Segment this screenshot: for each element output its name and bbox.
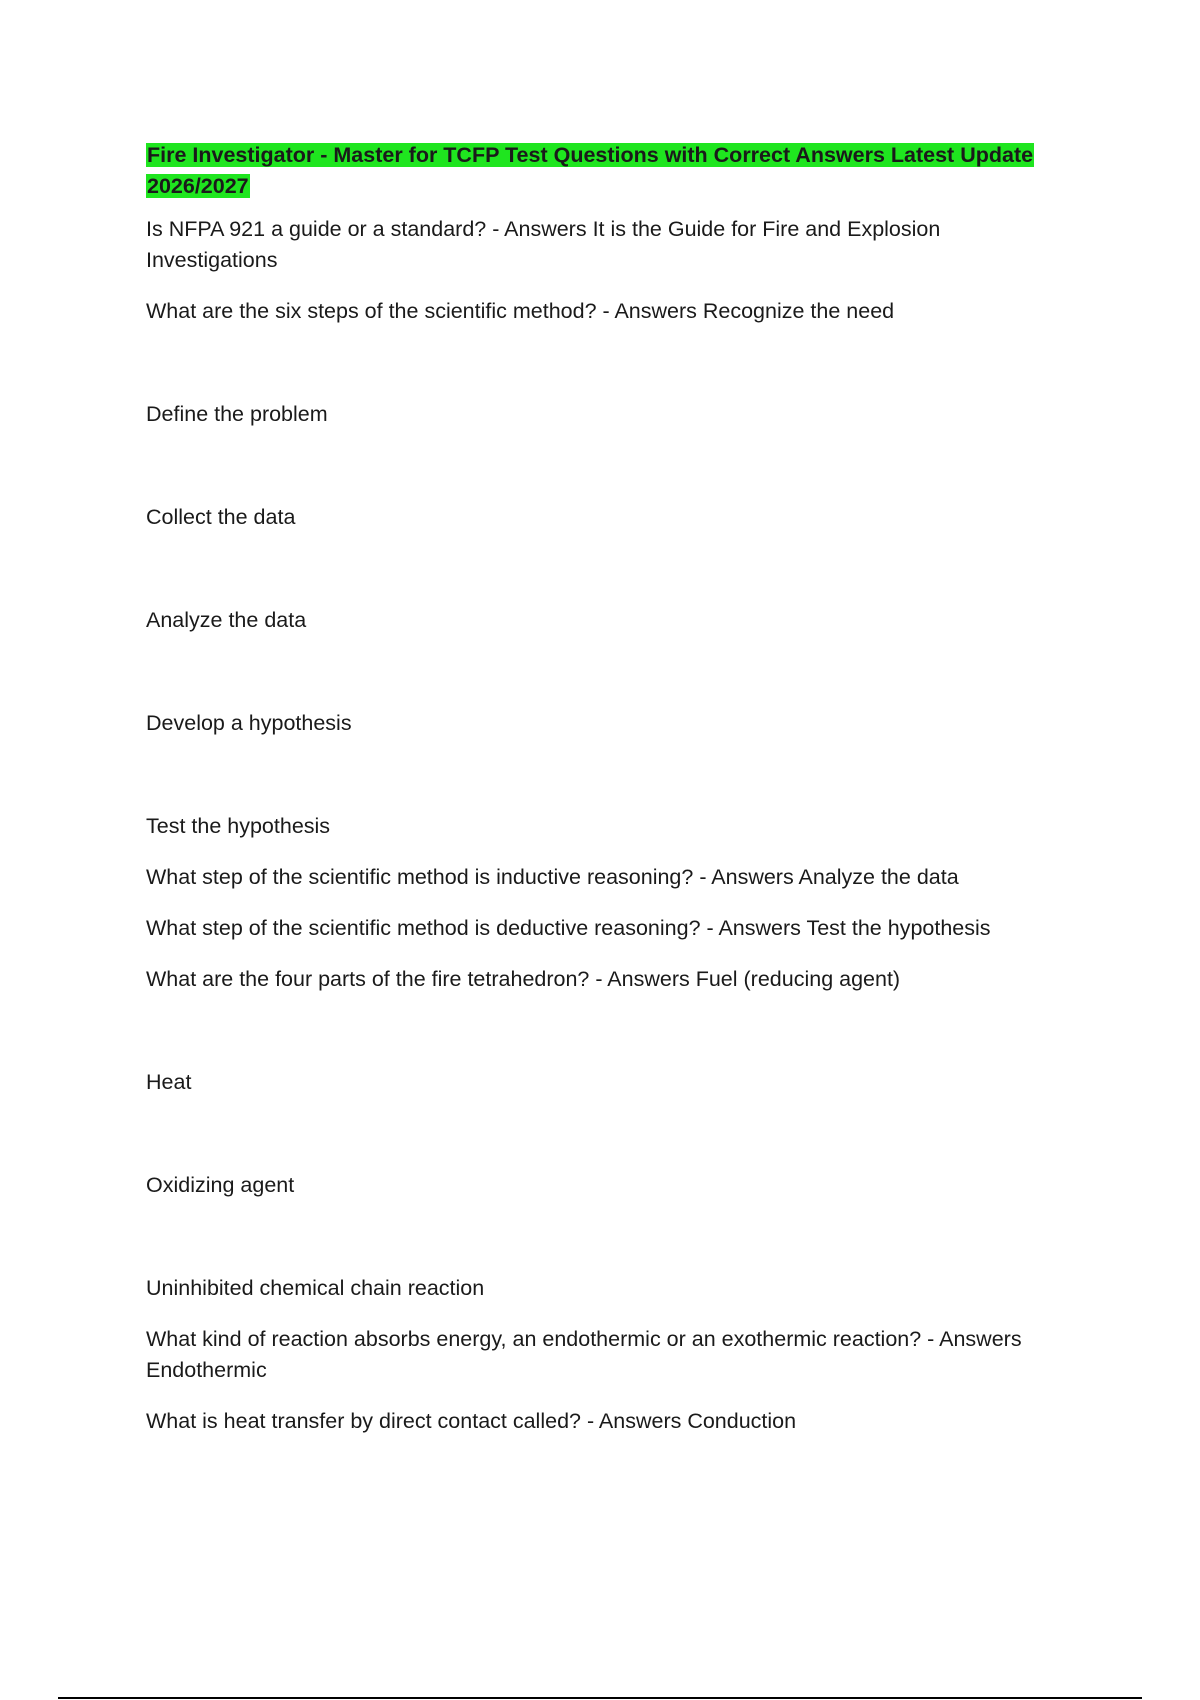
tetrahedron-heat: Heat [146, 1070, 192, 1094]
tetrahedron-oxidizing-agent: Oxidizing agent [146, 1173, 295, 1197]
spacer [146, 1221, 1066, 1273]
spacer [146, 450, 1066, 502]
document-body [146, 140, 1066, 1457]
qa-nfpa-921: Is NFPA 921 a guide or a standard? - Answers It is the Guide for Fire and Explosion Investigations [146, 217, 941, 272]
spacer [146, 347, 1066, 399]
step-analyze-data: Analyze the data [146, 608, 307, 632]
qa-inductive-reasoning: What step of the scientific method is inductive reasoning? - Answers Analyze the data [146, 865, 959, 889]
step-collect-data: Collect the data [146, 505, 296, 529]
step-develop-hypothesis: Develop a hypothesis [146, 711, 352, 735]
spacer [146, 1118, 1066, 1170]
tetrahedron-chain-reaction: Uninhibited chemical chain reaction [146, 1276, 485, 1300]
step-define-problem: Define the problem [146, 402, 328, 426]
spacer [146, 1015, 1066, 1067]
qa-deductive-reasoning: What step of the scientific method is deductive reasoning? - Answers Test the hypothesis [146, 916, 991, 940]
step-test-hypothesis: Test the hypothesis [146, 814, 331, 838]
spacer [146, 656, 1066, 708]
qa-six-steps: What are the six steps of the scientific method? - Answers Recognize the need [146, 299, 895, 323]
title-highlight-line-2: 2026/2027 [147, 174, 249, 198]
qa-conduction: What is heat transfer by direct contact called? - Answers Conduction [146, 1409, 797, 1433]
qa-fire-tetrahedron: What are the four parts of the fire tetrahedron? - Answers Fuel (reducing agent) [146, 967, 901, 991]
footer-divider [58, 1697, 1142, 1699]
spacer [146, 553, 1066, 605]
spacer [146, 759, 1066, 811]
qa-endothermic: What kind of reaction absorbs energy, an endothermic or an exothermic reaction? - Answers Endothermic [146, 1327, 1022, 1382]
title-highlight-line-1: Fire Investigator - Master for TCFP Test Questions with Correct Answers Latest Update [147, 143, 1034, 167]
document-title [146, 140, 1066, 202]
